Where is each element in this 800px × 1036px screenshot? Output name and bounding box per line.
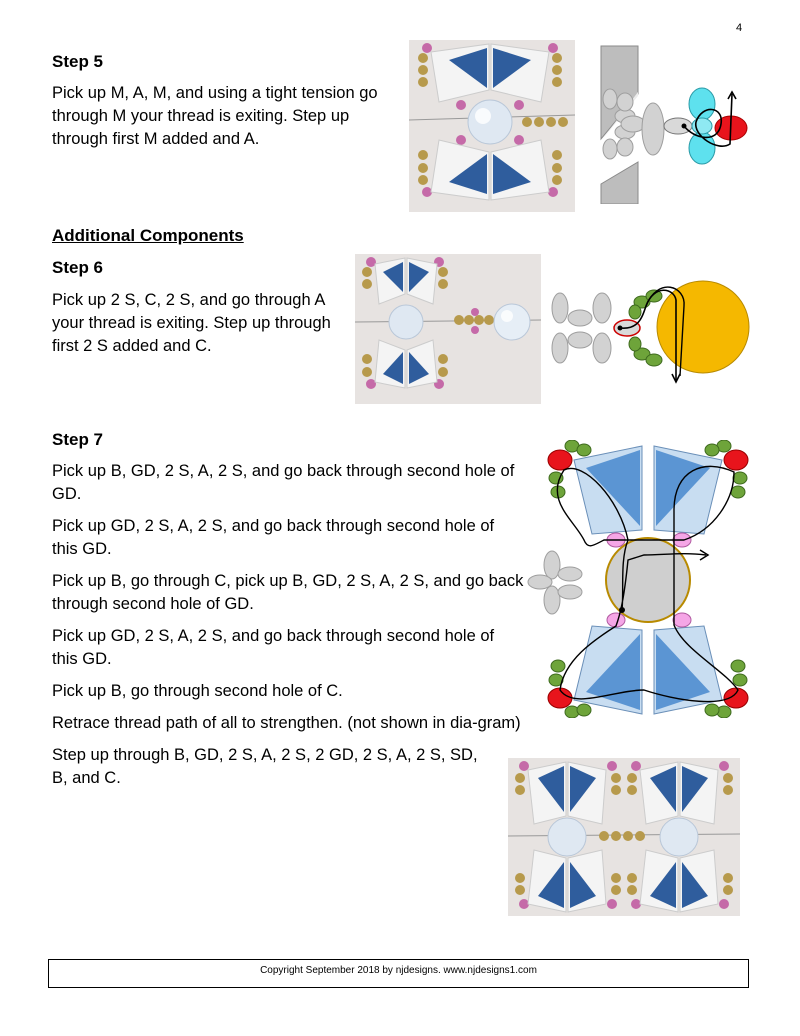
- step7-title: Step 7: [52, 430, 104, 449]
- step7-paragraph-5: Pick up B, go through second hole of C.: [52, 682, 343, 700]
- step6-diagram: [550, 260, 760, 390]
- step7-paragraph-4: Pick up GD, 2 S, A, 2 S, and go back through second hole of this GD.: [52, 627, 495, 668]
- page-number: 4: [736, 22, 743, 34]
- step7-paragraph-6: Retrace thread path of all to strengthen. (not shown in dia-gram): [52, 714, 521, 732]
- step7-paragraph-7: Step up through B, GD, 2 S, A, 2 S, 2 GD, 2 S, A, 2 S, SD, B, and C.: [52, 746, 478, 787]
- step5-title: Step 5: [52, 52, 104, 71]
- step7-paragraphs: [52, 460, 524, 799]
- step7-photo: [508, 758, 740, 916]
- additional-components-title: Additional Components: [52, 226, 244, 245]
- step5-diagram: [598, 44, 758, 204]
- step6-title: Step 6: [52, 258, 104, 277]
- step7-paragraph-2: Pick up GD, 2 S, A, 2 S, and go back through second hole of this GD.: [52, 517, 495, 558]
- footer-copyright: Copyright September 2018 by njdesigns. www.njdesigns1.com: [48, 959, 749, 988]
- step6-photo: [355, 254, 541, 404]
- step5-photo: [409, 40, 575, 212]
- step7-paragraph-3: Pick up B, go through C, pick up B, GD, 2 S, A, 2 S, and go back through second hole of GD.: [52, 572, 524, 613]
- step7-paragraph-1: Pick up B, GD, 2 S, A, 2 S, and go back through second hole of GD.: [52, 462, 515, 503]
- step6-text: Pick up 2 S, C, 2 S, and go through A your thread is exiting. Step up through first 2 S added and C.: [52, 291, 331, 355]
- step5-text: Pick up M, A, M, and using a tight tension go through M your thread is exiting. Step up through first M added and A.: [52, 84, 378, 148]
- step7-diagram: [524, 440, 760, 718]
